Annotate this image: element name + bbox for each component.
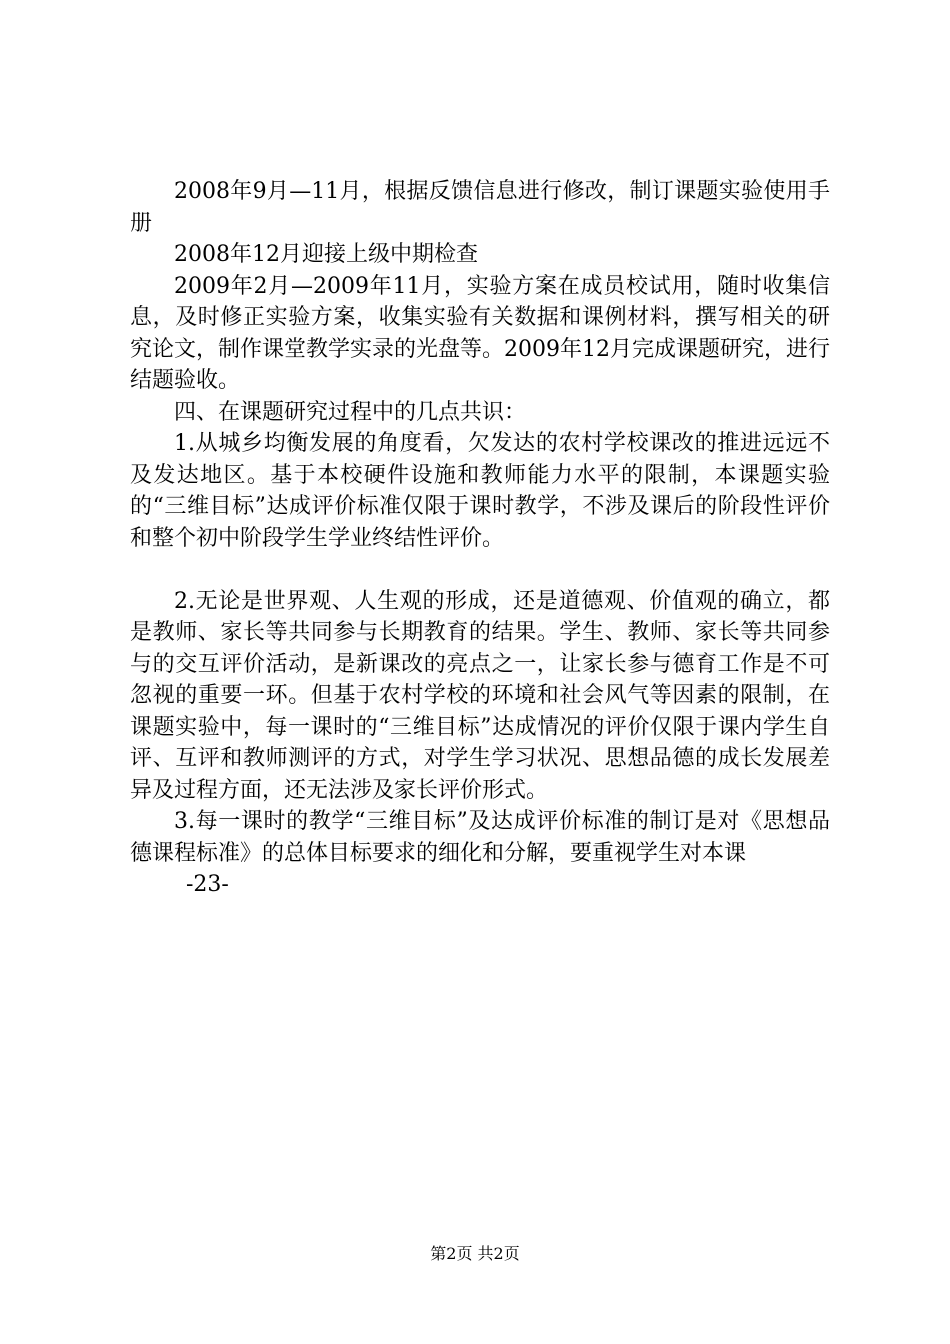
paragraph-consensus-1: 1.从城乡均衡发展的角度看，欠发达的农村学校课改的推进远远不及发达地区。基于本校硬件设施和教师能力水平的限制，本课题实验的“三维目标”达成评价标准仅限于课时教学，不涉及课后的阶段性评价和整个初中阶段学生学业终结性评价。 — [130, 431, 830, 551]
document-body — [130, 176, 830, 901]
paragraph-schedule-sep-nov-2008: 2008年9月—11月，根据反馈信息进行修改，制订课题实验使用手册 — [130, 179, 830, 236]
section-heading-consensus: 四、在课题研究过程中的几点共识： — [174, 399, 527, 425]
paragraph-schedule-2009: 2009年2月—2009年11月，实验方案在成员校试用，随时收集信息，及时修正实验方案，收集实验有关数据和课例材料，撰写相关的研究论文，制作课堂教学实录的光盘等。2009年12月完成课题研究，进行结题验收。 — [130, 273, 830, 393]
paragraph-consensus-2: 2.无论是世界观、人生观的形成，还是道德观、价值观的确立，都是教师、家长等共同参与长期教育的结果。学生、教师、家长等共同参与的交互评价活动，是新课改的亮点之一，让家长参与德育工作是不可忽视的重要一环。但基于农村学校的环境和社会风气等因素的限制，在课题实验中，每一课时的“三维目标”达成情况的评价仅限于课内学生自评、互评和教师测评的方式，对学生学习状况、思想品德的成长发展差异及过程方面，还无法涉及家长评价形式。 — [130, 588, 830, 803]
paragraph-schedule-dec-2008: 2008年12月迎接上级中期检查 — [174, 242, 478, 267]
paragraph-consensus-3: 3.每一课时的教学“三维目标”及达成评价标准的制订是对《思想品德课程标准》的总体目标要求的细化和分解，要重视学生对本课 — [130, 809, 830, 866]
inline-page-marker: -23- — [186, 872, 229, 897]
page-footer: 第2页 共2页 — [430, 1244, 520, 1263]
